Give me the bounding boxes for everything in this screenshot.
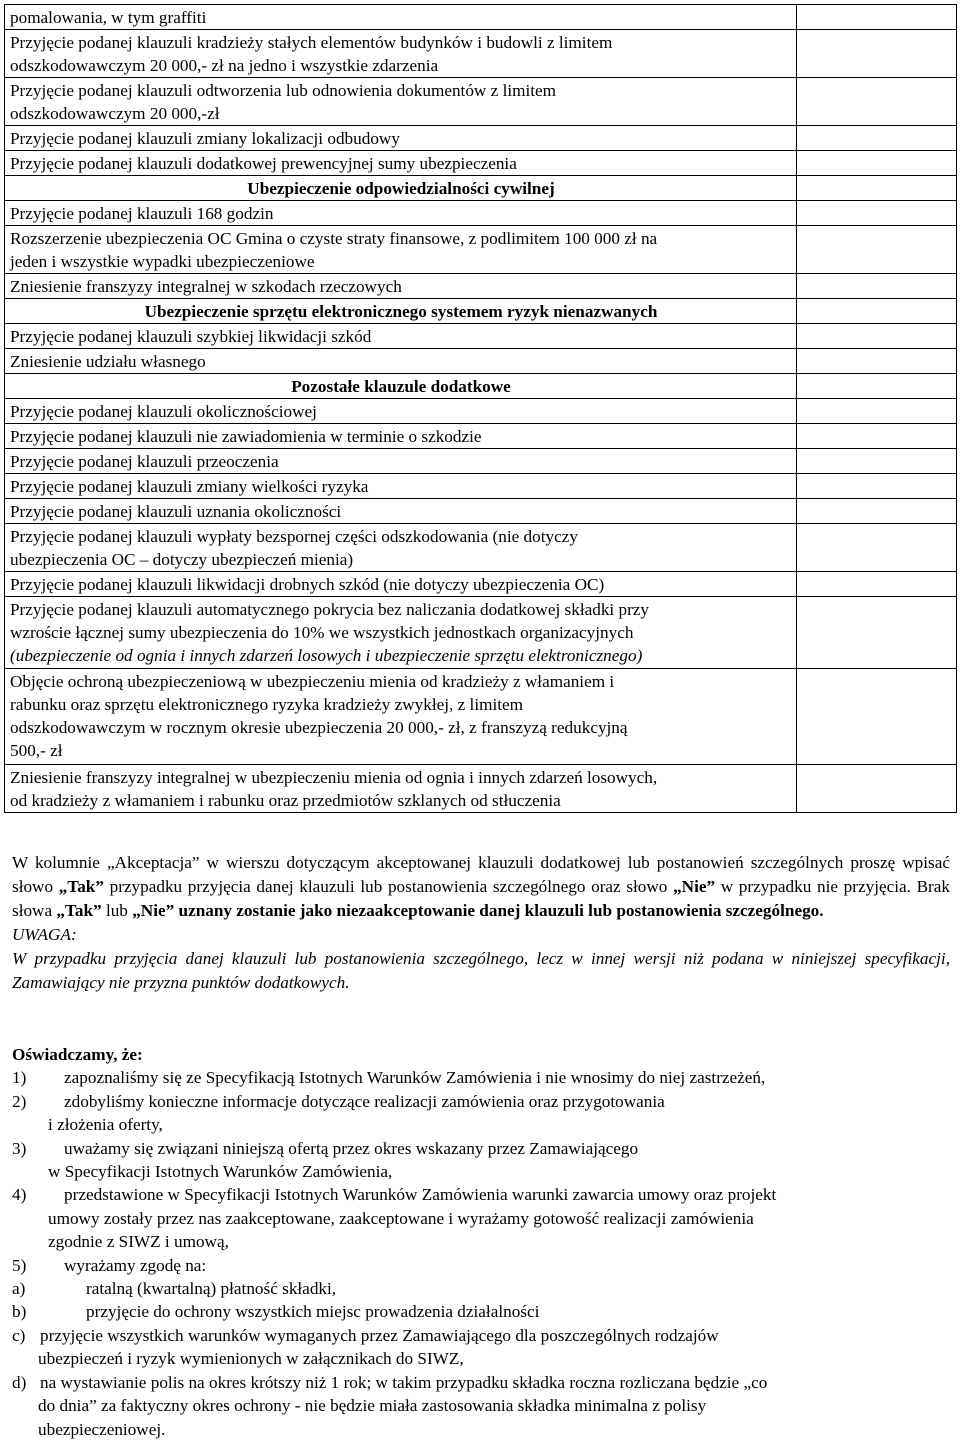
clause-text	[5, 669, 797, 765]
clause-row	[5, 474, 957, 499]
clause-line: Przyjęcie podanej klauzuli zmiany lokalizacji odbudowy	[10, 129, 400, 148]
acceptance-cell[interactable]	[797, 572, 957, 597]
section-row	[5, 176, 957, 201]
clause-text	[5, 424, 797, 449]
item-text: wyrażamy zgodę na:	[64, 1255, 207, 1275]
section-heading	[5, 374, 797, 399]
clause-row	[5, 151, 957, 176]
item-number: 2)	[12, 1091, 27, 1111]
item-letter: c)	[12, 1325, 26, 1345]
clause-line: odszkodowawczym 20 000,- zł na jedno i wszystkie zdarzenia	[10, 56, 439, 75]
clause-row	[5, 424, 957, 449]
clause-row	[5, 201, 957, 226]
acceptance-cell[interactable]	[797, 449, 957, 474]
item-text: na wystawianie polis na okres krótszy niż 1 rok; w takim przypadku składka roczna rozliczana będzie „co	[40, 1372, 768, 1392]
declaration-item	[12, 1090, 950, 1137]
clause-line: Objęcie ochroną ubezpieczeniową w ubezpieczeniu mienia od kradzieży z włamaniem i	[10, 672, 615, 691]
item-text: zdobyliśmy konieczne informacje dotyczące realizacji zamówienia oraz przygotowania	[64, 1091, 665, 1111]
clause-text	[5, 597, 797, 669]
clause-row	[5, 226, 957, 274]
item-text: ratalną (kwartalną) płatność składki,	[86, 1279, 337, 1299]
clause-row	[5, 765, 957, 813]
clause-row	[5, 399, 957, 424]
clause-text	[5, 765, 797, 813]
instr-text: przypadku przyjęcia danej klauzuli lub postanowienia szczególnego oraz słowo	[103, 877, 674, 896]
clause-line: Przyjęcie podanej klauzuli uznania okoliczności	[10, 502, 342, 521]
instructions-block	[12, 851, 950, 995]
declarations-heading: Oświadczamy, że:	[12, 1045, 143, 1064]
item-number: 3)	[12, 1138, 27, 1158]
acceptance-cell[interactable]	[797, 399, 957, 424]
section-heading	[5, 299, 797, 324]
acceptance-cell[interactable]	[797, 126, 957, 151]
acceptance-cell[interactable]	[797, 474, 957, 499]
clause-line: Zniesienie franszyzy integralnej w szkodach rzeczowych	[10, 277, 402, 296]
declaration-subitem	[12, 1324, 950, 1371]
acceptance-cell[interactable]	[797, 201, 957, 226]
clause-row	[5, 349, 957, 374]
clause-line: Zniesienie franszyzy integralnej w ubezpieczeniu mienia od ognia i innych zdarzeń losowych,	[10, 768, 658, 787]
declaration-item	[12, 1254, 950, 1277]
clause-row	[5, 669, 957, 765]
clause-text	[5, 399, 797, 424]
clause-line: Rozszerzenie ubezpieczenia OC Gmina o czyste straty finansowe, z podlimitem 100 000 zł na	[10, 229, 658, 248]
clause-text	[5, 151, 797, 176]
declaration-item	[12, 1183, 950, 1253]
item-number: 4)	[12, 1185, 27, 1205]
acceptance-cell[interactable]	[797, 597, 957, 669]
word-nie: „Nie”	[673, 877, 716, 896]
item-text: zgodnie z SIWZ i umową,	[48, 1232, 229, 1252]
clause-line: Ubezpieczenie odpowiedzialności cywilnej	[247, 179, 555, 198]
acceptance-cell[interactable]	[797, 524, 957, 572]
section-row	[5, 374, 957, 399]
instructions-paragraph	[12, 851, 950, 923]
clause-line: wzroście łącznej sumy ubezpieczenia do 10% we wszystkich jednostkach organizacyjnych	[10, 623, 634, 642]
item-text: przedstawione w Specyfikacji Istotnych Warunków Zamówienia warunki zawarcia umowy oraz projekt	[64, 1185, 777, 1205]
clause-text	[5, 126, 797, 151]
clause-row	[5, 126, 957, 151]
clause-row	[5, 324, 957, 349]
declarations-block	[12, 1043, 950, 1441]
item-letter: d)	[12, 1372, 27, 1392]
clause-row	[5, 597, 957, 669]
acceptance-cell[interactable]	[797, 151, 957, 176]
clause-text	[5, 5, 797, 30]
clause-line: Ubezpieczenie sprzętu elektronicznego systemem ryzyk nienazwanych	[144, 302, 658, 321]
item-text: ubezpieczeń i ryzyk wymienionych w załącznikach do SIWZ,	[38, 1349, 464, 1369]
clause-line: 500,- zł	[10, 741, 63, 760]
clause-text	[5, 201, 797, 226]
acceptance-cell[interactable]	[797, 669, 957, 765]
item-text: ubezpieczeniowej.	[38, 1419, 166, 1439]
item-text: zapoznaliśmy się ze Specyfikacją Istotnych Warunków Zamówienia i nie wnosimy do niej zastrzeżeń,	[64, 1068, 766, 1088]
clause-line: Przyjęcie podanej klauzuli nie zawiadomienia w terminie o szkodzie	[10, 427, 482, 446]
clause-row	[5, 5, 957, 30]
clause-line: Przyjęcie podanej klauzuli zmiany wielkości ryzyka	[10, 477, 369, 496]
acceptance-cell[interactable]	[797, 374, 957, 399]
clause-line: Przyjęcie podanej klauzuli automatycznego pokrycia bez naliczania dodatkowej składki przy	[10, 600, 650, 619]
clause-line: Zniesienie udziału własnego	[10, 352, 206, 371]
clause-line: Przyjęcie podanej klauzuli dodatkowej prewencyjnej sumy ubezpieczenia	[10, 154, 517, 173]
acceptance-cell[interactable]	[797, 274, 957, 299]
acceptance-cell[interactable]	[797, 30, 957, 78]
declaration-subitem	[12, 1300, 950, 1323]
section-row	[5, 299, 957, 324]
clause-text	[5, 78, 797, 126]
clause-line: Przyjęcie podanej klauzuli likwidacji drobnych szkód (nie dotyczy ubezpieczenia OC)	[10, 575, 605, 594]
clause-line: rabunku oraz sprzętu elektronicznego ryzyka kradzieży zwykłej, z limitem	[10, 695, 524, 714]
clause-line: Przyjęcie podanej klauzuli okolicznościowej	[10, 402, 317, 421]
item-text: przyjęcie wszystkich warunków wymaganych przez Zamawiającego dla poszczególnych rodzajów	[40, 1325, 719, 1345]
instr-text: W kolumnie „Akceptacja” w wierszu dotyczącym akceptowanej klauzuli dodatkowej lub postanowień szczególnych proszę wpisać słowo	[12, 853, 950, 896]
item-text: w Specyfikacji Istotnych Warunków Zamówienia,	[48, 1162, 393, 1182]
clause-text	[5, 324, 797, 349]
instr-bold-text: uznany zostanie jako niezaakceptowanie danej klauzuli lub postanowienia szczególnego.	[174, 901, 824, 920]
clause-line: Przyjęcie podanej klauzuli szybkiej likwidacji szkód	[10, 327, 372, 346]
declaration-item	[12, 1137, 950, 1184]
acceptance-cell[interactable]	[797, 499, 957, 524]
clauses-table-body	[5, 5, 957, 813]
instr-text: lub	[101, 901, 133, 920]
uwaga-label: UWAGA:	[12, 925, 77, 944]
clause-line: Przyjęcie podanej klauzuli przeoczenia	[10, 452, 279, 471]
acceptance-cell[interactable]	[797, 765, 957, 813]
clause-text	[5, 349, 797, 374]
clause-line: odszkodowawczym 20 000,-zł	[10, 104, 220, 123]
clause-row	[5, 274, 957, 299]
clause-text	[5, 524, 797, 572]
clause-line: Przyjęcie podanej klauzuli wypłaty bezspornej części odszkodowania (nie dotyczy	[10, 527, 578, 546]
clauses-table	[4, 4, 957, 813]
acceptance-cell[interactable]	[797, 424, 957, 449]
clause-line: Pozostałe klauzule dodatkowe	[291, 377, 511, 396]
item-text: przyjęcie do ochrony wszystkich miejsc prowadzenia działalności	[86, 1302, 540, 1322]
clause-line: jeden i wszystkie wypadki ubezpieczeniowe	[10, 252, 315, 271]
clause-text	[5, 226, 797, 274]
acceptance-cell[interactable]	[797, 176, 957, 201]
word-tak: „Tak”	[56, 901, 102, 920]
item-text: i złożenia oferty,	[48, 1115, 163, 1135]
declaration-subitem	[12, 1371, 950, 1441]
uwaga-text: W przypadku przyjęcia danej klauzuli lub postanowienia szczególnego, lecz w innej wersji niż podana w niniejszej specyfikacji, Zamawiający nie przyzna punktów dodatkowych.	[12, 949, 950, 992]
clause-line: Przyjęcie podanej klauzuli odtworzenia lub odnowienia dokumentów z limitem	[10, 81, 557, 100]
clause-line: odszkodowawczym w rocznym okresie ubezpieczenia 20 000,- zł, z franszyzą redukcyjną	[10, 718, 628, 737]
clause-italic-note: (ubezpieczenie od ognia i innych zdarzeń losowych i ubezpieczenie sprzętu elektronicznego)	[10, 646, 643, 665]
acceptance-cell[interactable]	[797, 299, 957, 324]
acceptance-cell[interactable]	[797, 78, 957, 126]
instr-text: w przypadku nie przyjęcia. Brak słowa	[12, 877, 950, 920]
clause-text	[5, 30, 797, 78]
clause-row	[5, 78, 957, 126]
clause-text	[5, 572, 797, 597]
acceptance-cell[interactable]	[797, 349, 957, 374]
clause-line: pomalowania, w tym graffiti	[10, 8, 207, 27]
item-letter: b)	[12, 1302, 27, 1322]
clause-text	[5, 499, 797, 524]
clause-row	[5, 499, 957, 524]
item-letter: a)	[12, 1279, 26, 1299]
word-nie: „Nie”	[132, 901, 175, 920]
clause-row	[5, 524, 957, 572]
clause-row	[5, 449, 957, 474]
clause-line: Przyjęcie podanej klauzuli 168 godzin	[10, 204, 274, 223]
acceptance-cell[interactable]	[797, 324, 957, 349]
acceptance-cell[interactable]	[797, 5, 957, 30]
item-text: umowy zostały przez nas zaakceptowane, zaakceptowane i wyrażamy gotowość realizacji zamówienia	[48, 1208, 754, 1228]
item-number: 1)	[12, 1068, 27, 1088]
item-text: do dnia” za faktyczny okres ochrony - nie będzie miała zastosowania składka minimalna z polisy	[38, 1396, 707, 1416]
clause-line: ubezpieczenia OC – dotyczy ubezpieczeń mienia)	[10, 550, 354, 569]
clause-row	[5, 572, 957, 597]
clause-text	[5, 474, 797, 499]
declaration-subitem	[12, 1277, 950, 1300]
word-tak: „Tak”	[58, 877, 104, 896]
clause-row	[5, 30, 957, 78]
acceptance-cell[interactable]	[797, 226, 957, 274]
clause-line: Przyjęcie podanej klauzuli kradzieży stałych elementów budynków i budowli z limitem	[10, 33, 613, 52]
item-text: uważamy się związani niniejszą ofertą przez okres wskazany przez Zamawiającego	[64, 1138, 639, 1158]
section-heading	[5, 176, 797, 201]
clause-text	[5, 274, 797, 299]
declaration-item	[12, 1066, 950, 1089]
clause-line: od kradzieży z włamaniem i rabunku oraz przedmiotów szklanych od stłuczenia	[10, 791, 561, 810]
item-number: 5)	[12, 1255, 27, 1275]
clause-text	[5, 449, 797, 474]
